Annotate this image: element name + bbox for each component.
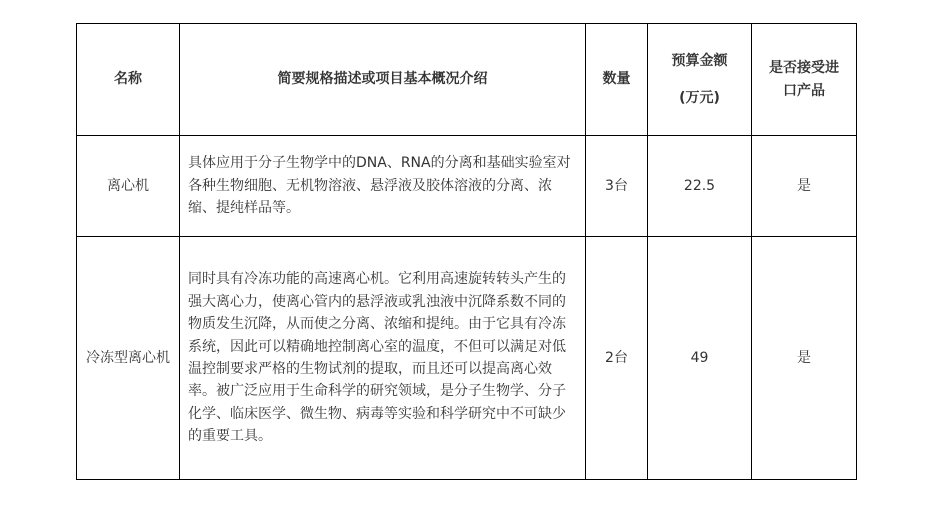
row-accept-import: 是: [752, 136, 857, 237]
header-accept-import-line1: 是否接受进: [769, 60, 839, 77]
row-quantity: 3台: [586, 136, 648, 237]
header-accept-import: [752, 24, 857, 136]
row-quantity: 2台: [586, 237, 648, 480]
table-row: [77, 136, 857, 237]
header-name: 名称: [77, 24, 180, 136]
header-quantity: 数量: [586, 24, 648, 136]
header-budget: [648, 24, 752, 136]
header-accept-import-line2: 口产品: [783, 82, 825, 99]
header-row: [77, 24, 857, 136]
header-description: 简要规格描述或项目基本概况介绍: [180, 24, 586, 136]
row-name: 离心机: [77, 136, 180, 237]
row-name: 冷冻型离心机: [77, 237, 180, 480]
row-description: 具体应用于分子生物学中的DNA、RNA的分离和基础实验室对各种生物细胞、无机物溶液、悬浮液及胶体溶液的分离、浓缩、提纯样品等。: [180, 136, 586, 237]
procurement-table: [76, 23, 857, 480]
row-budget: 49: [648, 237, 752, 480]
header-budget-unit: (万元): [679, 89, 720, 106]
row-description: 同时具有冷冻功能的高速离心机。它利用高速旋转转头产生的强大离心力，使离心管内的悬浮液或乳浊液中沉降系数不同的物质发生沉降，从而使之分离、浓缩和提纯。由于它具有冷冻系统，因此可以精确地控制离心室的温度，不但可以满足对低温控制要求严格的生物试剂的提取，而且还可以提高离心效率。被广泛应用于生命科学的研究领域，是分子生物学、分子化学、临床医学、微生物、病毒等实验和科学研究中不可缺少的重要工具。: [180, 237, 586, 480]
table-row: [77, 237, 857, 480]
row-accept-import: 是: [752, 237, 857, 480]
row-budget: 22.5: [648, 136, 752, 237]
header-budget-label: 预算金额: [671, 53, 728, 70]
